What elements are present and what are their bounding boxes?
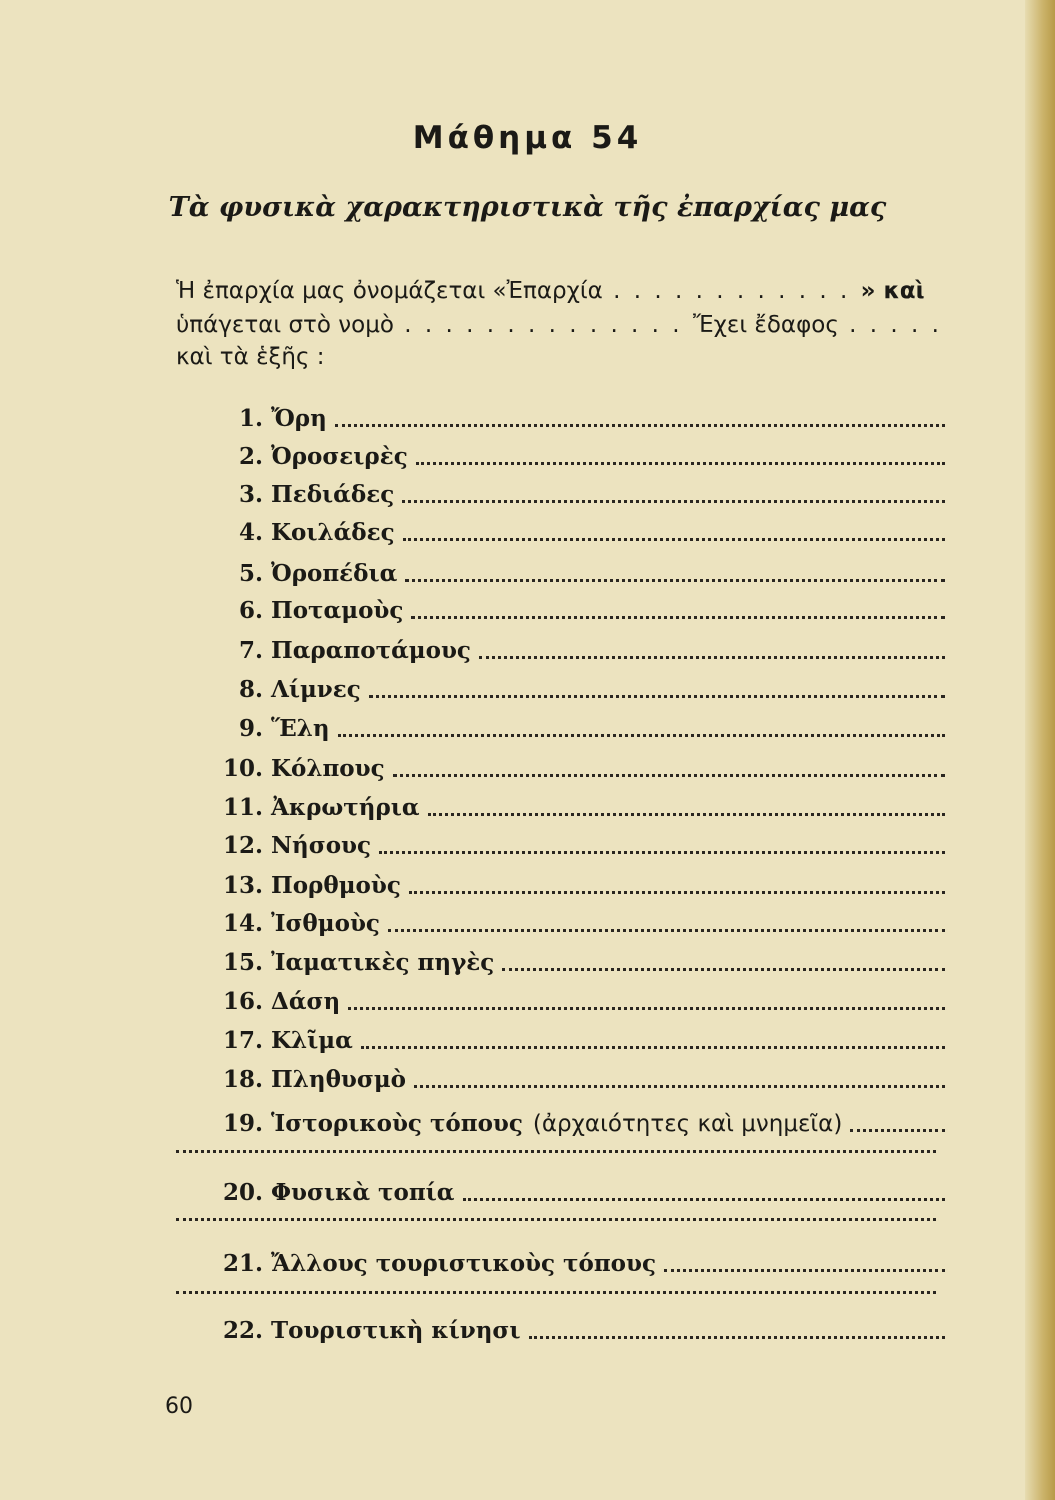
item-number: 9. (238, 715, 263, 742)
item-number: 15. (222, 949, 263, 976)
intro-line-1-prefix: Ἡ ἐπαρχία μας ὀνομάζεται «Ἐπαρχία (176, 278, 603, 304)
list-item (215, 1020, 945, 1054)
intro-line-2-prefix: ὑπάγεται στὸ νομὸ (176, 312, 394, 338)
item-label: Ἰαματικὲς πηγὲς (271, 949, 495, 976)
intro-blank-terrain[interactable]: . . . . . (838, 312, 942, 338)
answer-blank[interactable] (403, 532, 945, 541)
item-label: Παραποτάμους (271, 637, 471, 664)
list-item (215, 669, 945, 703)
item-label: Πεδιάδες (271, 481, 395, 508)
item-label: Κοιλάδες (271, 519, 395, 546)
intro-blank-prefecture[interactable]: . . . . . . . . . . . . . . (393, 312, 693, 338)
answer-blank[interactable] (850, 1123, 945, 1132)
list-item (215, 865, 945, 899)
answer-blank[interactable] (388, 923, 945, 932)
item-number: 3. (238, 481, 263, 508)
item-number: 13. (222, 872, 263, 899)
answer-blank[interactable] (463, 1192, 945, 1201)
list-item (215, 1243, 945, 1277)
intro-line-2 (176, 312, 946, 338)
item-number: 11. (222, 794, 263, 821)
item-label: Ὀροσειρὲς (271, 443, 408, 470)
item-number: 7. (238, 637, 263, 664)
item-label: Νήσους (271, 832, 372, 859)
intro-line-2-middle: Ἔχει ἔδαφος (692, 312, 839, 338)
item-label: Ἄλλους τουριστικοὺς τόπους (271, 1250, 656, 1277)
item-number: 2. (238, 443, 263, 470)
answer-blank[interactable] (414, 1079, 945, 1088)
item-number: 21. (222, 1250, 263, 1277)
list-item (215, 1310, 945, 1344)
answer-blank[interactable] (369, 689, 945, 698)
item-label: Πληθυσμὸ (271, 1066, 407, 1093)
lesson-subtitle: Τὰ φυσικὰ χαρακτηριστικὰ τῆς ἐπαρχίας μας (168, 192, 887, 223)
list-item (215, 708, 945, 742)
item-label: Ποταμοὺς (271, 597, 404, 624)
answer-blank[interactable] (529, 1330, 945, 1339)
list-item (215, 398, 945, 432)
answer-blank[interactable] (405, 573, 945, 582)
item-label: Ἕλη (271, 715, 330, 742)
intro-line-1 (176, 278, 946, 304)
item-number: 22. (222, 1317, 263, 1344)
list-item (215, 787, 945, 821)
item-label: Κόλπους (271, 755, 385, 782)
intro-line-1-suffix: » καὶ (860, 278, 925, 304)
answer-blank[interactable] (502, 962, 945, 971)
list-item (215, 981, 945, 1015)
item-label: Τουριστικὴ κίνησι (271, 1317, 521, 1344)
item-label: Ὀροπέδια (271, 560, 398, 587)
item-number: 5. (238, 560, 263, 587)
item-label: Δάση (271, 988, 341, 1015)
answer-blank[interactable] (361, 1040, 945, 1049)
list-item (215, 1059, 945, 1093)
lesson-heading: Μάθημα 54 (412, 120, 643, 156)
page-number: 60 (165, 1394, 193, 1419)
list-item (215, 1103, 945, 1137)
answer-blank[interactable] (393, 768, 945, 777)
list-item (215, 630, 945, 664)
item-number: 19. (222, 1110, 263, 1137)
item-label: Ἱστορικοὺς τόπους (271, 1110, 523, 1137)
answer-blank-continuation[interactable] (176, 1287, 936, 1294)
answer-blank-continuation[interactable] (176, 1146, 936, 1153)
item-label: Κλῖμα (271, 1027, 353, 1054)
answer-blank[interactable] (479, 650, 945, 659)
answer-blank[interactable] (379, 845, 945, 854)
item-number: 16. (222, 988, 263, 1015)
item-number: 6. (238, 597, 263, 624)
item-note: (ἀρχαιότητες καὶ μνημεῖα) (532, 1111, 843, 1137)
item-number: 20. (222, 1179, 263, 1206)
item-number: 12. (222, 832, 263, 859)
list-item (215, 512, 945, 546)
item-number: 18. (222, 1066, 263, 1093)
answer-blank[interactable] (416, 456, 945, 465)
intro-blank-province[interactable]: . . . . . . . . . . . . (602, 278, 861, 304)
item-number: 17. (222, 1027, 263, 1054)
answer-blank[interactable] (402, 494, 945, 503)
list-item (215, 436, 945, 470)
item-number: 4. (238, 519, 263, 546)
answer-blank[interactable] (664, 1263, 945, 1272)
item-label: Λίμνες (271, 676, 361, 703)
list-item (215, 903, 945, 937)
answer-blank[interactable] (348, 1001, 945, 1010)
item-number: 1. (238, 405, 263, 432)
answer-blank[interactable] (335, 418, 945, 427)
answer-blank[interactable] (411, 610, 945, 619)
list-item (215, 825, 945, 859)
intro-line-3: καὶ τὰ ἑξῆς : (176, 344, 325, 370)
list-item (215, 942, 945, 976)
item-label: Πορθμοὺς (271, 872, 401, 899)
item-label: Ἀκρωτήρια (271, 794, 420, 821)
item-label: Ὄρη (271, 405, 327, 432)
answer-blank[interactable] (428, 807, 945, 816)
list-item (215, 590, 945, 624)
item-label: Ἰσθμοὺς (271, 910, 380, 937)
list-item (215, 1172, 945, 1206)
item-number: 8. (238, 676, 263, 703)
answer-blank[interactable] (338, 728, 945, 737)
answer-blank[interactable] (409, 885, 945, 894)
page-edge-shadow (1025, 0, 1055, 1500)
list-item (215, 748, 945, 782)
list-item (215, 474, 945, 508)
answer-blank-continuation[interactable] (176, 1214, 936, 1221)
item-number: 10. (222, 755, 263, 782)
list-item (215, 553, 945, 587)
item-number: 14. (222, 910, 263, 937)
item-label: Φυσικὰ τοπία (271, 1179, 455, 1206)
